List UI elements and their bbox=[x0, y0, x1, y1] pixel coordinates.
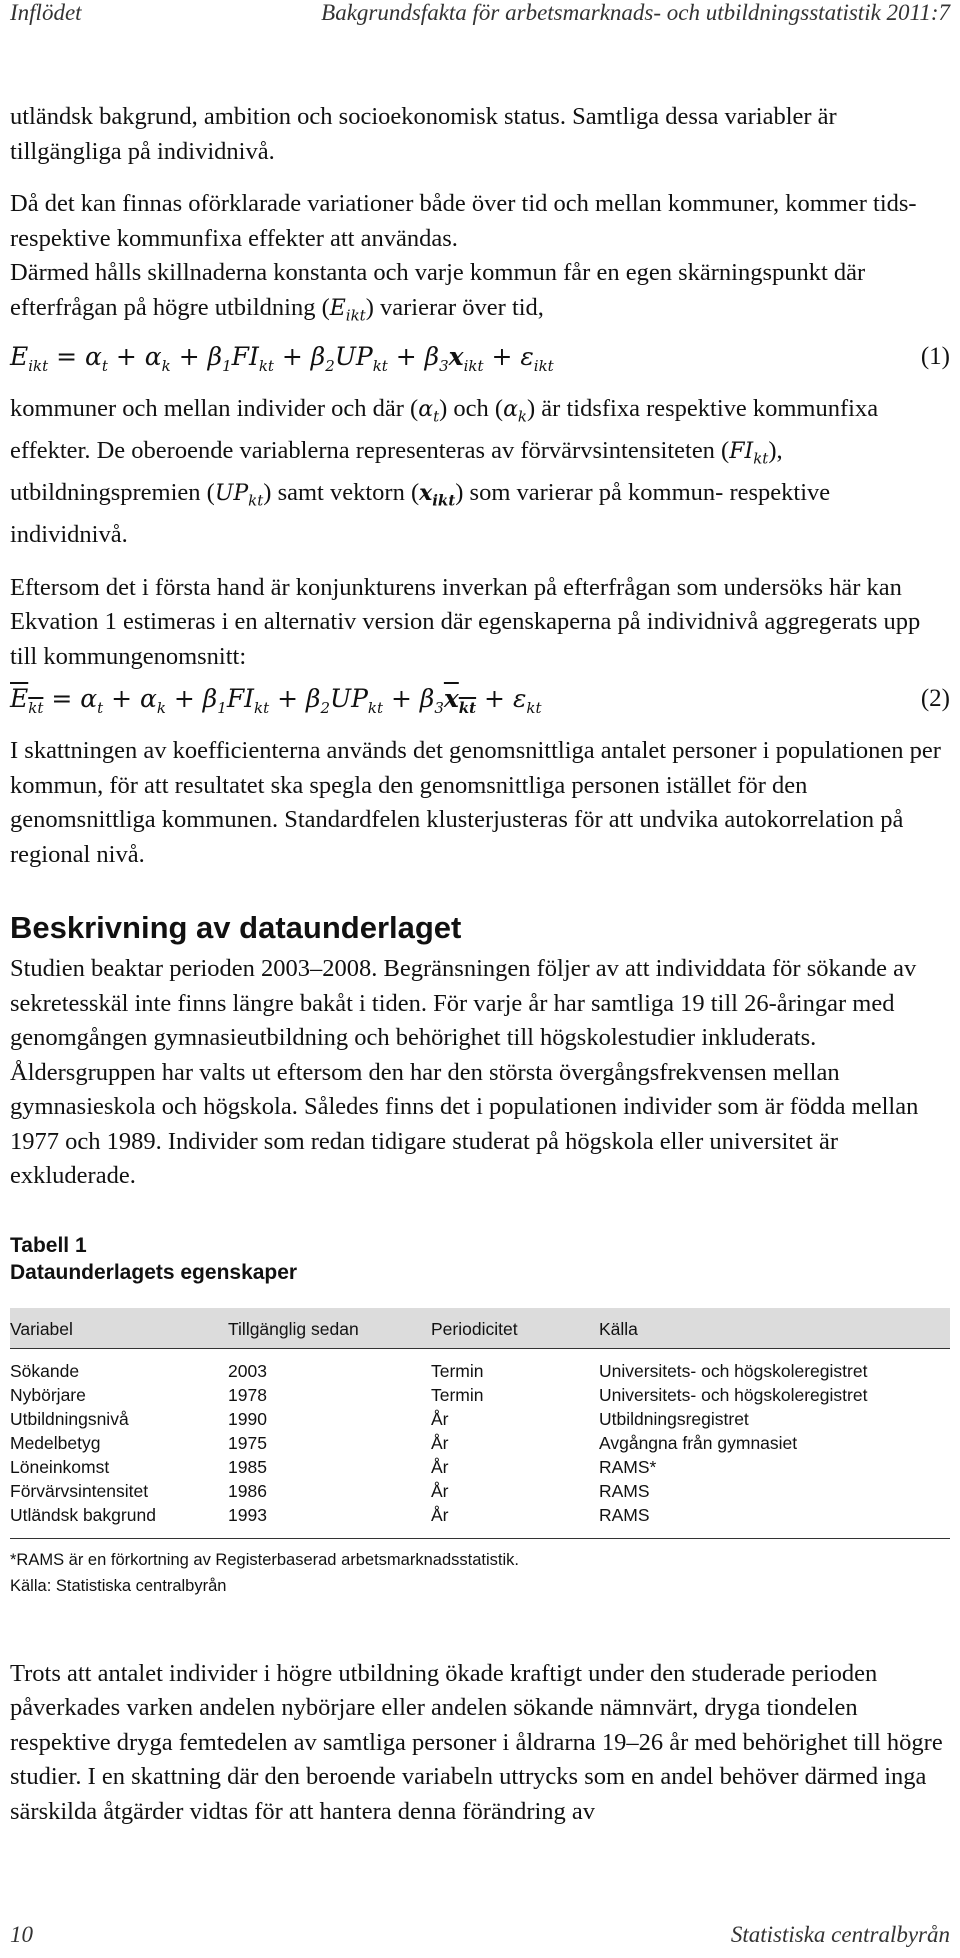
section-heading: Beskrivning av dataunderlaget bbox=[10, 910, 462, 946]
table-row bbox=[10, 1408, 950, 1432]
table-notes bbox=[10, 1547, 950, 1599]
column-header: Tillgänglig sedan bbox=[228, 1308, 431, 1349]
table-cell: RAMS bbox=[599, 1480, 650, 1501]
equation-2: $E_{kt} = \alpha_t + \alpha_k + \beta_1FI_{kt} + \beta_2UP_{kt} + \beta_3x_{kt} + \varepsilon_{kt}$ (2) bbox=[10, 680, 950, 724]
column-header: Variabel bbox=[10, 1308, 228, 1349]
table-cell: År bbox=[431, 1456, 449, 1477]
table-cell: Universitets- och högskoleregistret bbox=[599, 1384, 868, 1405]
table-cell: RAMS bbox=[599, 1504, 950, 1539]
table-cell: Termin bbox=[431, 1360, 484, 1381]
table-row bbox=[10, 1348, 950, 1384]
paragraph-7: Studien beaktar perioden 2003–2008. Begränsningen följer av att individdata för sökande av sekretesskäl inte finns längre bakåt i tiden. För varje år har samtliga 19 till 26-åringar med genomgången gymnasieutbildning och behörighet till högskolestudier inkluderats. Åldersgruppen har valts ut eftersom den har den största övergångsfrekvensen mellan gymnasieskola och högskola. Således finns det i populationen individer som är födda mellan 1977 och 1989. Individer som redan tidigare studerat på högskola eller universitet är exkluderade. bbox=[10, 955, 919, 1190]
table-cell: Utländsk bakgrund bbox=[10, 1504, 228, 1539]
paragraph-4: kommuner och mellan individer och där $(\alpha_t)$ och $(\alpha_k)$ är tidsfixa respektive kommunfixa effekter. De oberoende variablerna representeras av förvärvsintensiteten $(FI_{kt})$, utbildningspremien $(UP_{kt})$ samt vektorn $(x_{ikt})$ som varierar på kommun- respektive individnivå. bbox=[10, 395, 879, 549]
column-header: Periodicitet bbox=[431, 1308, 599, 1349]
equation-2-number: (2) bbox=[920, 685, 950, 713]
equation-1-number: (1) bbox=[920, 343, 950, 371]
table-cell: Termin bbox=[431, 1384, 484, 1405]
page-footer bbox=[10, 1922, 950, 1958]
table-cell: 1993 bbox=[228, 1504, 431, 1539]
table-cell: Medelbetyg bbox=[10, 1432, 101, 1453]
table-cell: 1978 bbox=[228, 1384, 267, 1405]
running-header bbox=[10, 0, 950, 36]
table-cell: Löneinkomst bbox=[10, 1456, 110, 1477]
data-table bbox=[10, 1308, 950, 1539]
table-cell: 1986 bbox=[228, 1480, 267, 1501]
table-row bbox=[10, 1456, 950, 1480]
table-caption bbox=[10, 1232, 950, 1286]
table-cell: Universitets- och högskoleregistret bbox=[599, 1360, 868, 1381]
table-cell: År bbox=[431, 1432, 449, 1453]
column-header: Källa bbox=[599, 1308, 950, 1349]
table-cell: RAMS* bbox=[599, 1456, 657, 1477]
footer-publisher: Statistiska centralbyrån bbox=[730, 1922, 950, 1947]
table-cell: År bbox=[431, 1504, 599, 1539]
table-row bbox=[10, 1480, 950, 1504]
table-header-row bbox=[10, 1308, 950, 1349]
page-number: 10 bbox=[10, 1922, 33, 1947]
paragraph-8: Trots att antalet individer i högre utbildning ökade kraftigt under den studerade perioden påverkades varken andelen nybörjare eller andelen sökande nämnvärt, dryga tiondelen respektive dryga femtedelen av samtliga personer i åldrarna 19–26 år med behörighet till högre studier. I en skattning där den beroende variabeln uttrycks som en andel behöver därmed inga särskilda åtgärder vidtas för att hantera denna förändring av bbox=[10, 1659, 943, 1825]
table-footnote: *RAMS är en förkortning av Registerbaserad arbetsmarknadsstatistik. bbox=[10, 1550, 519, 1569]
table-cell: 1990 bbox=[228, 1408, 267, 1429]
table-cell: År bbox=[431, 1408, 449, 1429]
paragraph-3: Därmed hålls skillnaderna konstanta och varje kommun får en egen skärningspunkt där efterfrågan på högre utbildning $(E_{ikt})$ varierar över tid, bbox=[10, 259, 866, 324]
equation-1: $E_{ikt} = \alpha_t + \alpha_k + \beta_1FI_{kt} + \beta_2UP_{kt} + \beta_3x_{ikt} + \varepsilon_{ikt}$ (1) bbox=[10, 338, 950, 382]
table-title: Dataunderlagets egenskaper bbox=[10, 1260, 298, 1284]
paragraph-1: utländsk bakgrund, ambition och socioekonomisk status. Samtliga dessa variabler är tillgängliga på individnivå. bbox=[10, 103, 837, 165]
table-row bbox=[10, 1432, 950, 1456]
table-row bbox=[10, 1384, 950, 1408]
table-cell: Utbildningsnivå bbox=[10, 1408, 129, 1429]
page-body bbox=[10, 100, 950, 1847]
table-cell: 2003 bbox=[228, 1360, 267, 1381]
table-cell: Avgångna från gymnasiet bbox=[599, 1432, 798, 1453]
table-cell: 1985 bbox=[228, 1456, 267, 1477]
table-cell: Förvärvsintensitet bbox=[10, 1480, 149, 1501]
table-cell: Utbildningsregistret bbox=[599, 1408, 749, 1429]
table-label: Tabell 1 bbox=[10, 1233, 87, 1257]
table-cell: Nybörjare bbox=[10, 1384, 86, 1405]
paragraph-5: Eftersom det i första hand är konjunkturens inverkan på efterfrågan som undersöks här kan Ekvation 1 estimeras i en alternativ version där egenskaperna på individnivå aggregerats upp till kommungenomsnitt: bbox=[10, 573, 921, 670]
table-row bbox=[10, 1504, 950, 1539]
paragraph-6: I skattningen av koefficienterna används det genomsnittliga antalet personer i populationen per kommun, för att resultatet ska spegla den genomsnittliga personen istället för den genomsnittliga kommunen. Standardfelen klusterjusteras för att undvika autokorrelation på regional nivå. bbox=[10, 737, 941, 868]
table-source: Källa: Statistiska centralbyrån bbox=[10, 1576, 227, 1595]
table-cell: År bbox=[431, 1480, 449, 1501]
table-cell: Sökande bbox=[10, 1360, 80, 1381]
header-section-title: Inflödet bbox=[10, 0, 82, 25]
table-cell: 1975 bbox=[228, 1432, 267, 1453]
paragraph-2: Då det kan finnas oförklarade variationer både över tid och mellan kommuner, kommer tids- respektive kommunfixa effekter att användas. bbox=[10, 190, 917, 252]
header-publication-title: Bakgrundsfakta för arbetsmarknads- och utbildningsstatistik 2011:7 bbox=[321, 0, 950, 25]
